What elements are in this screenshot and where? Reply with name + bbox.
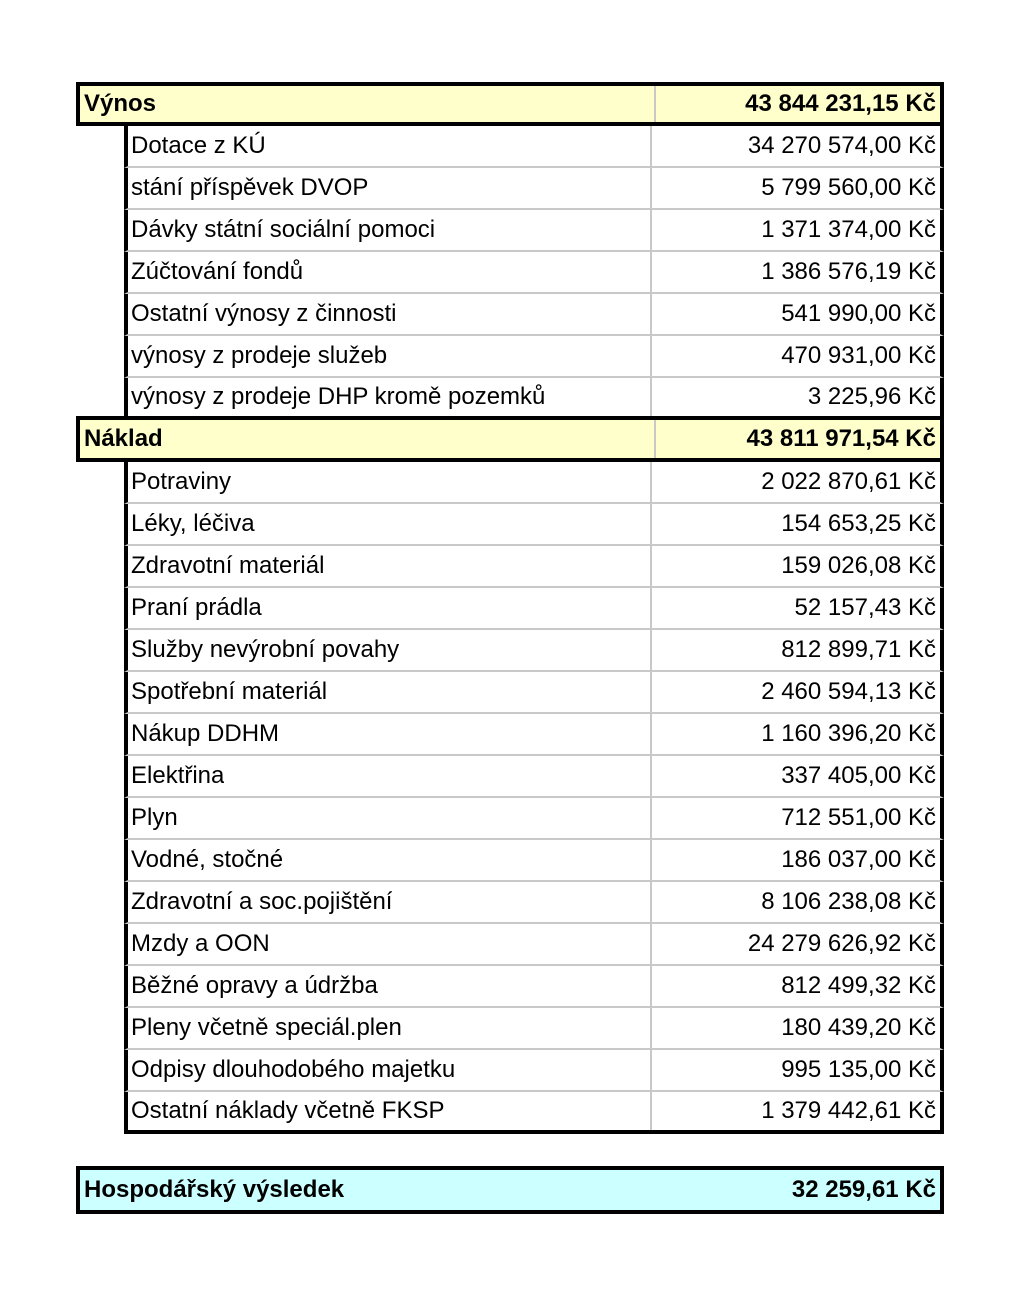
table-row [124,840,944,882]
row-label: Zdravotní materiál [131,552,325,579]
row-value: 2 460 594,13 Kč [650,672,936,712]
section-total: 43 811 971,54 Kč [654,420,936,458]
row-label: Dávky státní sociální pomoci [131,216,436,243]
row-value: 24 279 626,92 Kč [650,924,936,964]
row-value: 154 653,25 Kč [650,504,936,544]
table-row [124,924,944,966]
section-header-naklad [76,416,944,462]
table-row [124,966,944,1008]
row-value: 180 439,20 Kč [650,1008,936,1048]
row-value: 8 106 238,08 Kč [650,882,936,922]
row-value: 34 270 574,00 Kč [650,126,936,166]
table-row [124,462,944,504]
row-label: stání příspěvek DVOP [131,174,369,201]
table-row [124,252,944,294]
row-label: Zdravotní a soc.pojištění [131,888,393,915]
row-label: Odpisy dlouhodobého majetku [131,1056,456,1083]
table-row [124,336,944,378]
row-label: Pleny včetně speciál.plen [131,1014,402,1041]
row-label: výnosy z prodeje služeb [131,342,388,369]
row-value: 712 551,00 Kč [650,798,936,838]
table-row [124,1008,944,1050]
row-label: Nákup DDHM [131,720,280,747]
row-label: Zúčtování fondů [131,258,304,285]
table-row [124,756,944,798]
table-row [124,672,944,714]
row-value: 1 379 442,61 Kč [650,1092,936,1130]
row-value: 52 157,43 Kč [650,588,936,628]
table-row [124,798,944,840]
section-total: 43 844 231,15 Kč [654,86,936,122]
table-row [124,882,944,924]
row-label: Vodné, stočné [131,846,284,873]
result-label: Hospodářský výsledek [84,1176,345,1203]
row-value: 812 899,71 Kč [650,630,936,670]
table-row [124,378,944,416]
section-header-vynos [76,82,944,126]
section-label: Výnos [84,90,157,117]
row-value: 5 799 560,00 Kč [650,168,936,208]
row-value: 1 371 374,00 Kč [650,210,936,250]
row-label: Dotace z KÚ [131,132,266,159]
row-value: 470 931,00 Kč [650,336,936,376]
row-label: Léky, léčiva [131,510,255,537]
row-label: Běžné opravy a údržba [131,972,378,999]
row-label: Elektřina [131,762,225,789]
row-label: Mzdy a OON [131,930,270,957]
table-row [124,210,944,252]
result-block [76,1166,944,1214]
table-row [124,504,944,546]
row-label: Spotřební materiál [131,678,328,705]
row-value: 812 499,32 Kč [650,966,936,1006]
row-value: 1 386 576,19 Kč [650,252,936,292]
financial-table [76,82,944,1134]
section-label: Náklad [84,425,163,452]
row-value: 3 225,96 Kč [650,378,936,416]
table-row [124,714,944,756]
row-label: Praní prádla [131,594,262,621]
row-label: výnosy z prodeje DHP kromě pozemků [131,383,546,410]
table-row [124,168,944,210]
row-value: 541 990,00 Kč [650,294,936,334]
row-value: 995 135,00 Kč [650,1050,936,1090]
table-row [124,126,944,168]
table-row [124,630,944,672]
row-value: 2 022 870,61 Kč [650,462,936,502]
result-value: 32 259,61 Kč [791,1176,936,1203]
row-label: Služby nevýrobní povahy [131,636,400,663]
table-row [124,546,944,588]
row-label: Ostatní náklady včetně FKSP [131,1097,445,1124]
table-row [124,294,944,336]
row-value: 337 405,00 Kč [650,756,936,796]
table-row [124,588,944,630]
row-label: Plyn [131,804,178,831]
result-row [76,1166,944,1214]
row-value: 159 026,08 Kč [650,546,936,586]
row-value: 186 037,00 Kč [650,840,936,880]
table-row [124,1092,944,1134]
table-row [124,1050,944,1092]
row-label: Ostatní výnosy z činnosti [131,300,397,327]
row-label: Potraviny [131,468,232,495]
row-value: 1 160 396,20 Kč [650,714,936,754]
